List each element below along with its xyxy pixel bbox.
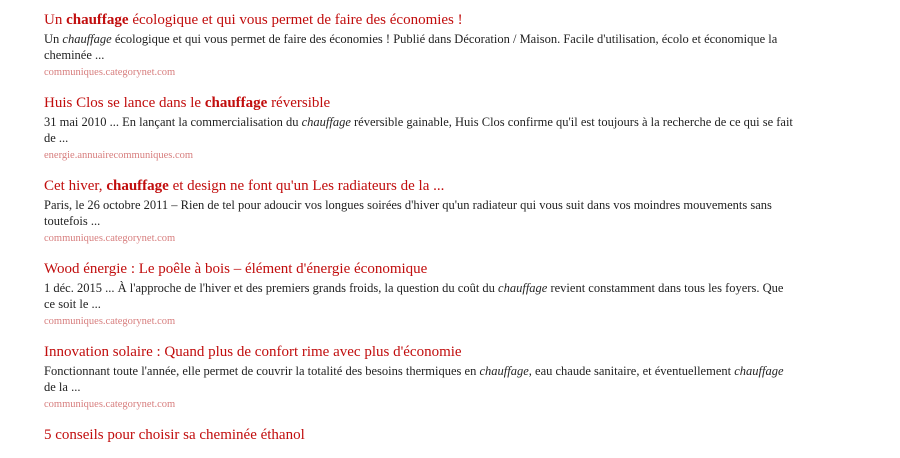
result-snippet: [44, 197, 794, 229]
title-keyword: chauffage: [66, 12, 129, 28]
snippet-keyword: chauffage: [62, 32, 112, 46]
result-title-link[interactable]: [44, 10, 794, 30]
title-keyword: chauffage: [106, 178, 169, 194]
title-text: Cet hiver,: [44, 178, 107, 194]
search-result: [44, 259, 794, 329]
snippet-keyword: chauffage: [734, 364, 784, 378]
title-text: Un: [44, 12, 67, 28]
snippet-keyword: chauffage: [498, 281, 548, 295]
title-text: Innovation solaire : Quand plus de confort rime avec plus d'économie: [44, 344, 462, 360]
snippet-keyword: chauffage: [301, 115, 351, 129]
snippet-text: réversible gainable, Huis Clos confirme qu'il est toujours à la recherche de ce qui se fait de ...: [44, 115, 793, 145]
search-results-list: [44, 10, 794, 458]
title-text: Wood énergie : Le poêle à bois – élément d'énergie économique: [44, 261, 428, 277]
search-result: [44, 342, 794, 412]
title-keyword: chauffage: [204, 95, 268, 111]
title-text: réversible: [267, 95, 331, 111]
snippet-text: revient constamment dans tous les foyers. Que ce soit le ...: [44, 281, 784, 311]
result-title-link[interactable]: [44, 176, 794, 196]
result-snippet: [44, 114, 794, 146]
snippet-text: Fonctionnant toute l'année, elle permet de couvrir la totalité des besoins thermiques en: [44, 364, 480, 378]
search-result: [44, 93, 794, 163]
title-text: Huis Clos se lance dans le: [44, 95, 205, 111]
result-snippet: [44, 31, 794, 63]
result-title-link[interactable]: [44, 342, 794, 362]
result-url[interactable]: communiques.categorynet.com: [44, 67, 176, 78]
title-text: 5 conseils pour choisir sa cheminée éthanol: [44, 427, 305, 443]
snippet-text: écologique et qui vous permet de faire des économies ! Publié dans Décoration / Maison. Facile d'utilisation, écolo et économique la cheminée ...: [44, 32, 778, 62]
snippet-text: de la ...: [44, 380, 81, 394]
result-snippet: [44, 280, 794, 312]
search-result: [44, 176, 794, 246]
snippet-text: Un: [44, 32, 63, 46]
result-url[interactable]: communiques.categorynet.com: [44, 399, 176, 410]
result-url[interactable]: communiques.categorynet.com: [44, 316, 176, 327]
snippet-text: , eau chaude sanitaire, et éventuellement: [528, 364, 735, 378]
search-result: [44, 10, 794, 80]
snippet-keyword: chauffage: [479, 364, 529, 378]
snippet-text: 31 mai 2010 ... En lançant la commercialisation du: [44, 115, 302, 129]
title-text: et design ne font qu'un Les radiateurs de la ...: [168, 178, 445, 194]
snippet-text: Paris, le 26 octobre 2011 – Rien de tel pour adoucir vos longues soirées d'hiver qu'un radiateur qui vous suit dans vos moindres mouvements sans toutefois ...: [44, 198, 772, 228]
result-title-link[interactable]: [44, 259, 794, 279]
snippet-text: 1 déc. 2015 ... À l'approche de l'hiver et des premiers grands froids, la question du coût du: [44, 281, 499, 295]
result-title-link[interactable]: [44, 425, 794, 445]
result-url[interactable]: energie.annuairecommuniques.com: [44, 150, 194, 161]
result-title-link[interactable]: [44, 93, 794, 113]
result-url[interactable]: communiques.categorynet.com: [44, 233, 176, 244]
title-text: écologique et qui vous permet de faire des économies !: [128, 12, 463, 28]
result-snippet: [44, 363, 794, 395]
search-result: [44, 425, 794, 445]
